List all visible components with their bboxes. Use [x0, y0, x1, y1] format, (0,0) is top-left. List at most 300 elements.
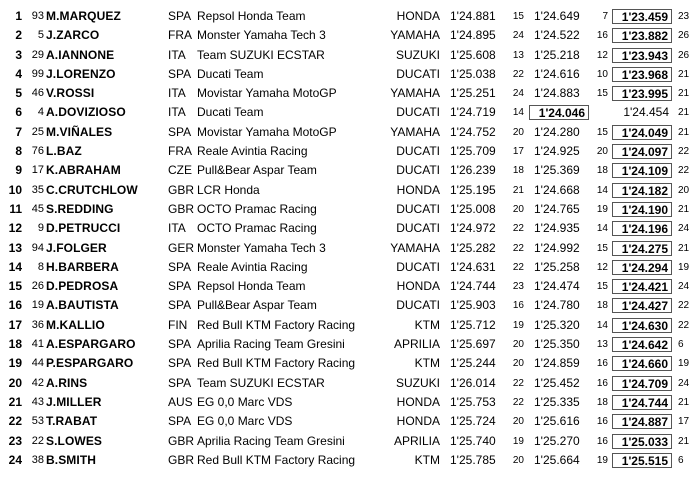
lap-number-2: 18 [596, 396, 608, 408]
lap-time-3: 1'23.968 [612, 67, 672, 82]
lap-number-1: 18 [512, 165, 524, 177]
manufacturer: DUCATI [396, 144, 440, 159]
lap-time-3: 1'23.459 [612, 9, 672, 24]
lap-time-2: 1'24.668 [534, 182, 580, 197]
team-name: Pull&Bear Aspar Team [197, 163, 317, 178]
nationality: AUS [168, 394, 193, 409]
lap-time-1: 1'24.719 [450, 105, 496, 120]
lap-time-1: 1'25.251 [450, 86, 496, 101]
lap-number-3: 19 [678, 358, 690, 370]
lap-number-3: 26 [678, 49, 690, 61]
rider-name: M.MARQUEZ [46, 9, 121, 23]
lap-number-3: 21 [678, 435, 690, 447]
result-row [0, 239, 700, 258]
position: 24 [8, 452, 22, 467]
lap-time-3: 1'24.427 [612, 298, 672, 313]
result-row [0, 46, 700, 65]
rider-name: D.PETRUCCI [46, 221, 121, 236]
nationality: SPA [168, 356, 192, 371]
manufacturer: SUZUKI [395, 47, 440, 62]
result-row [0, 219, 700, 238]
lap-time-2: 1'24.935 [534, 221, 580, 236]
team-name: Red Bull KTM Factory Racing [197, 452, 356, 467]
lap-number-1: 24 [512, 88, 524, 100]
team-name: Repsol Honda Team [197, 9, 306, 23]
rider-name: L.BAZ [46, 144, 82, 159]
lap-number-2: 10 [596, 68, 608, 80]
lap-time-3: 1'24.275 [612, 241, 672, 256]
nationality: SPA [168, 66, 192, 81]
rider-number: 93 [31, 10, 44, 22]
lap-number-3: 22 [678, 319, 690, 331]
position: 19 [8, 356, 22, 371]
lap-number-1: 17 [512, 146, 524, 158]
lap-time-2: 1'25.452 [534, 375, 580, 390]
position: 10 [8, 182, 22, 197]
lap-time-2: 1'25.616 [534, 414, 580, 429]
team-name: EG 0,0 Marc VDS [197, 394, 293, 409]
rider-name: A.IANNONE [46, 47, 115, 62]
rider-name: S.LOWES [46, 433, 103, 448]
manufacturer: HONDA [396, 394, 440, 409]
team-name: LCR Honda [197, 182, 260, 197]
lap-number-2: 18 [596, 165, 608, 177]
nationality: ITA [168, 221, 186, 236]
lap-number-1: 20 [512, 126, 524, 138]
lap-time-2: 1'25.218 [534, 47, 580, 62]
result-row [0, 26, 700, 45]
nationality: SPA [168, 375, 192, 390]
position: 8 [15, 144, 22, 159]
result-row [0, 7, 700, 26]
rider-name: D.PEDROSA [46, 279, 119, 294]
lap-time-1: 1'25.008 [450, 201, 496, 216]
team-name: Reale Avintia Racing [197, 259, 308, 274]
team-name: EG 0,0 Marc VDS [197, 414, 293, 429]
lap-number-2: 18 [596, 300, 608, 312]
lap-time-3: 1'25.033 [612, 434, 672, 449]
lap-time-2: 1'25.369 [534, 163, 580, 178]
rider-number: 19 [31, 299, 44, 312]
lap-time-2: 1'24.883 [534, 86, 580, 101]
lap-number-2: 16 [596, 377, 608, 389]
lap-time-1: 1'25.244 [450, 356, 496, 371]
lap-time-1: 1'25.753 [450, 394, 496, 409]
rider-number: 29 [31, 48, 44, 61]
team-name: Repsol Honda Team [197, 279, 306, 294]
result-row [0, 84, 700, 103]
lap-number-1: 13 [512, 49, 524, 61]
nationality: SPA [168, 337, 192, 352]
lap-number-2: 20 [596, 146, 608, 158]
nationality: SPA [168, 414, 192, 429]
lap-time-1: 1'24.752 [450, 124, 496, 139]
result-row [0, 335, 700, 354]
lap-time-3: 1'24.630 [612, 318, 672, 333]
lap-time-2: 1'25.664 [534, 452, 580, 467]
position: 9 [15, 163, 22, 178]
lap-time-3: 1'24.421 [612, 279, 672, 294]
nationality: ITA [168, 47, 186, 62]
lap-time-3: 1'24.887 [612, 414, 672, 429]
nationality: SPA [168, 298, 192, 313]
lap-number-1: 22 [512, 242, 524, 254]
lap-number-2: 16 [596, 416, 608, 428]
nationality: FRA [168, 144, 192, 159]
lap-time-3: 1'24.182 [612, 183, 672, 198]
nationality: GBR [168, 452, 195, 467]
team-name: Pull&Bear Aspar Team [197, 298, 317, 313]
lap-number-3: 22 [678, 165, 690, 177]
lap-time-1: 1'25.709 [450, 144, 496, 159]
nationality: ITA [168, 86, 186, 101]
lap-time-2: 1'24.616 [534, 66, 580, 81]
lap-number-2: 14 [596, 223, 608, 235]
position: 1 [15, 9, 22, 23]
team-name: Movistar Yamaha MotoGP [197, 124, 337, 139]
lap-number-3: 19 [678, 261, 690, 273]
position: 21 [8, 394, 22, 409]
lap-time-1: 1'25.903 [450, 298, 496, 313]
lap-time-1: 1'25.724 [450, 414, 496, 429]
position: 11 [9, 201, 22, 216]
position: 13 [8, 240, 22, 255]
rider-number: 38 [31, 453, 44, 466]
lap-time-2: 1'25.270 [534, 433, 580, 448]
rider-number: 17 [31, 164, 44, 177]
lap-number-2: 14 [596, 319, 608, 331]
rider-number: 35 [31, 183, 44, 196]
lap-number-1: 20 [512, 358, 524, 370]
team-name: Ducati Team [197, 105, 264, 120]
lap-number-1: 16 [512, 300, 524, 312]
rider-number: 8 [37, 260, 44, 273]
manufacturer: DUCATI [396, 163, 440, 178]
lap-number-3: 17 [678, 416, 690, 428]
lap-number-1: 22 [512, 223, 524, 235]
result-row [0, 451, 700, 470]
rider-name: B.SMITH [46, 452, 97, 467]
rider-number: 94 [31, 241, 44, 254]
lap-time-3: 1'25.515 [612, 453, 672, 468]
position: 3 [15, 47, 22, 62]
lap-number-2: 12 [596, 261, 608, 273]
manufacturer: DUCATI [396, 221, 440, 236]
rider-number: 22 [31, 434, 44, 447]
lap-time-3: 1'24.660 [612, 356, 672, 371]
team-name: OCTO Pramac Racing [197, 221, 317, 236]
result-row [0, 200, 700, 219]
lap-number-1: 20 [512, 339, 524, 351]
result-row [0, 103, 700, 122]
result-row [0, 258, 700, 277]
lap-number-2: 16 [596, 30, 608, 42]
lap-number-3: 24 [678, 223, 690, 235]
lap-number-3: 22 [678, 300, 690, 312]
result-row [0, 123, 700, 142]
lap-number-3: 26 [678, 30, 690, 42]
lap-time-3: 1'24.454 [623, 105, 669, 120]
position: 7 [15, 124, 22, 139]
lap-time-3: 1'24.097 [612, 144, 672, 159]
rider-name: H.BARBERA [46, 259, 119, 274]
position: 15 [8, 279, 22, 294]
lap-number-1: 20 [512, 454, 524, 466]
lap-number-2: 15 [596, 281, 608, 293]
result-row [0, 374, 700, 393]
lap-time-1: 1'25.608 [450, 47, 496, 62]
rider-number: 9 [37, 222, 44, 235]
team-name: Movistar Yamaha MotoGP [197, 86, 337, 101]
lap-number-1: 19 [512, 435, 524, 447]
lap-time-3: 1'23.995 [612, 86, 672, 101]
team-name: Ducati Team [197, 66, 264, 81]
manufacturer: KTM [414, 317, 440, 332]
lap-time-3: 1'24.196 [612, 221, 672, 236]
rider-name: J.MILLER [46, 394, 102, 409]
manufacturer: APRILIA [393, 433, 440, 448]
lap-time-3: 1'24.744 [612, 395, 672, 410]
lap-time-2: 1'24.474 [534, 279, 580, 294]
lap-number-2: 14 [596, 184, 608, 196]
lap-time-2: 1'24.280 [534, 124, 580, 139]
result-row [0, 412, 700, 431]
manufacturer: KTM [414, 356, 440, 371]
lap-time-2: 1'25.350 [534, 337, 580, 352]
lap-number-1: 19 [512, 319, 524, 331]
lap-number-3: 21 [678, 126, 690, 138]
position: 14 [8, 259, 22, 274]
lap-time-2: 1'25.320 [534, 317, 580, 332]
lap-number-1: 20 [512, 416, 524, 428]
nationality: GBR [168, 201, 195, 216]
lap-time-1: 1'24.972 [450, 221, 496, 236]
result-row [0, 316, 700, 335]
rider-name: A.RINS [46, 375, 88, 390]
lap-number-2: 15 [596, 88, 608, 100]
lap-time-2: 1'24.992 [534, 240, 580, 255]
result-row [0, 181, 700, 200]
position: 2 [15, 28, 22, 43]
lap-time-2: 1'24.765 [534, 201, 580, 216]
rider-name: J.ZARCO [46, 28, 100, 43]
manufacturer: DUCATI [396, 298, 440, 313]
manufacturer: YAMAHA [390, 124, 440, 139]
position: 20 [8, 375, 22, 390]
team-name: Red Bull KTM Factory Racing [197, 317, 356, 332]
lap-time-1: 1'24.744 [450, 279, 496, 294]
position: 4 [15, 66, 22, 81]
lap-time-1: 1'25.282 [450, 240, 496, 255]
lap-time-1: 1'24.895 [450, 28, 496, 43]
rider-name: T.RABAT [46, 414, 98, 429]
lap-time-3: 1'23.882 [612, 28, 672, 43]
result-row [0, 432, 700, 451]
lap-time-1: 1'25.038 [450, 66, 496, 81]
rider-number: 46 [31, 87, 44, 100]
nationality: GBR [168, 433, 195, 448]
lap-number-3: 22 [678, 146, 690, 158]
manufacturer: HONDA [396, 414, 440, 429]
manufacturer: HONDA [396, 9, 440, 23]
rider-name: A.DOVIZIOSO [46, 105, 126, 120]
team-name: OCTO Pramac Racing [197, 201, 317, 216]
lap-number-2: 16 [596, 358, 608, 370]
manufacturer: DUCATI [396, 201, 440, 216]
lap-time-3: 1'23.943 [612, 48, 672, 63]
rider-number: 43 [31, 395, 44, 408]
team-name: Team SUZUKI ECSTAR [197, 375, 325, 390]
lap-number-1: 22 [512, 377, 524, 389]
manufacturer: HONDA [396, 279, 440, 294]
result-row [0, 142, 700, 161]
lap-time-2: 1'24.780 [534, 298, 580, 313]
lap-number-3: 21 [678, 88, 690, 100]
lap-time-1: 1'25.740 [450, 433, 496, 448]
lap-time-3: 1'24.709 [612, 376, 672, 391]
lap-time-2: 1'25.258 [534, 259, 580, 274]
rider-name: S.REDDING [46, 201, 114, 216]
nationality: SPA [168, 124, 192, 139]
results-table [0, 7, 700, 470]
lap-time-2: 1'24.925 [534, 144, 580, 159]
rider-name: A.ESPARGARO [46, 337, 136, 352]
lap-time-2: 1'24.522 [534, 28, 580, 43]
lap-number-1: 23 [512, 281, 524, 293]
rider-name: J.FOLGER [46, 240, 107, 255]
lap-time-2: 1'24.046 [529, 105, 589, 120]
rider-number: 5 [37, 29, 44, 42]
rider-number: 41 [31, 338, 44, 351]
nationality: SPA [168, 279, 192, 294]
rider-number: 45 [31, 202, 44, 215]
lap-number-3: 21 [678, 203, 690, 215]
lap-number-2: 19 [596, 454, 608, 466]
rider-number: 76 [31, 145, 44, 158]
rider-number: 44 [31, 357, 44, 370]
lap-number-1: 20 [512, 203, 524, 215]
nationality: FRA [168, 28, 192, 43]
rider-number: 36 [31, 318, 44, 331]
position: 23 [8, 433, 22, 448]
team-name: Red Bull KTM Factory Racing [197, 356, 356, 371]
result-row [0, 161, 700, 180]
rider-name: P.ESPARGARO [46, 356, 134, 371]
lap-time-3: 1'24.294 [612, 260, 672, 275]
lap-time-1: 1'26.014 [450, 375, 496, 390]
lap-time-3: 1'24.190 [612, 202, 672, 217]
nationality: FIN [168, 317, 188, 332]
nationality: SPA [168, 9, 192, 23]
lap-number-1: 24 [512, 30, 524, 42]
lap-time-2: 1'24.649 [534, 9, 580, 23]
manufacturer: KTM [414, 452, 440, 467]
rider-name: J.LORENZO [46, 66, 116, 81]
position: 12 [8, 221, 22, 236]
result-row [0, 393, 700, 412]
nationality: GER [168, 240, 195, 255]
team-name: Aprilia Racing Team Gresini [197, 337, 345, 352]
lap-time-3: 1'24.049 [612, 125, 672, 140]
manufacturer: YAMAHA [390, 28, 440, 43]
rider-name: C.CRUTCHLOW [46, 182, 138, 197]
result-row [0, 354, 700, 373]
lap-number-2: 19 [596, 203, 608, 215]
manufacturer: DUCATI [396, 66, 440, 81]
lap-time-1: 1'25.697 [450, 337, 496, 352]
lap-time-1: 1'25.712 [450, 317, 496, 332]
team-name: Monster Yamaha Tech 3 [197, 28, 326, 43]
rider-name: A.BAUTISTA [46, 298, 119, 313]
rider-number: 53 [31, 415, 44, 428]
position: 18 [8, 337, 22, 352]
lap-time-1: 1'24.631 [450, 259, 496, 274]
team-name: Monster Yamaha Tech 3 [197, 240, 326, 255]
lap-number-2: 12 [596, 49, 608, 61]
lap-number-1: 22 [512, 261, 524, 273]
rider-number: 42 [31, 376, 44, 389]
team-name: Reale Avintia Racing [197, 144, 308, 159]
manufacturer: SUZUKI [395, 375, 440, 390]
result-row [0, 65, 700, 84]
lap-number-3: 21 [678, 68, 690, 80]
rider-number: 26 [31, 280, 44, 293]
position: 6 [15, 105, 22, 120]
lap-number-2: 7 [602, 11, 608, 22]
rider-number: 99 [31, 67, 44, 80]
lap-number-1: 22 [512, 396, 524, 408]
team-name: Team SUZUKI ECSTAR [197, 47, 325, 62]
lap-number-2: 16 [596, 435, 608, 447]
lap-time-3: 1'24.642 [612, 337, 672, 352]
lap-number-3: 6 [678, 454, 684, 466]
lap-time-3: 1'24.109 [612, 163, 672, 178]
rider-number: 4 [37, 106, 44, 119]
rider-name: M.KALLIO [46, 317, 105, 332]
lap-number-3: 23 [678, 11, 690, 22]
manufacturer: YAMAHA [390, 240, 440, 255]
manufacturer: DUCATI [396, 259, 440, 274]
lap-number-1: 15 [512, 11, 524, 22]
lap-number-1: 22 [512, 68, 524, 80]
lap-number-3: 6 [678, 339, 684, 351]
lap-number-1: 21 [512, 184, 524, 196]
lap-time-2: 1'24.859 [534, 356, 580, 371]
lap-time-1: 1'25.195 [450, 182, 496, 197]
lap-time-2: 1'25.335 [534, 394, 580, 409]
lap-number-3: 24 [678, 281, 690, 293]
rider-name: V.ROSSI [46, 86, 95, 101]
rider-name: K.ABRAHAM [46, 163, 121, 178]
lap-number-2: 15 [596, 126, 608, 138]
position: 17 [8, 317, 22, 332]
lap-number-3: 21 [678, 107, 690, 119]
lap-number-2: 13 [596, 339, 608, 351]
nationality: CZE [168, 163, 192, 178]
lap-time-1: 1'24.881 [450, 9, 496, 23]
lap-number-2: 15 [596, 242, 608, 254]
manufacturer: DUCATI [396, 105, 440, 120]
position: 22 [8, 414, 22, 429]
nationality: SPA [168, 259, 192, 274]
manufacturer: YAMAHA [390, 86, 440, 101]
lap-time-1: 1'26.239 [450, 163, 496, 178]
rider-name: M.VIÑALES [46, 124, 113, 139]
lap-number-3: 20 [678, 184, 690, 196]
result-row [0, 296, 700, 315]
lap-number-1: 14 [512, 107, 524, 119]
lap-number-3: 21 [678, 396, 690, 408]
